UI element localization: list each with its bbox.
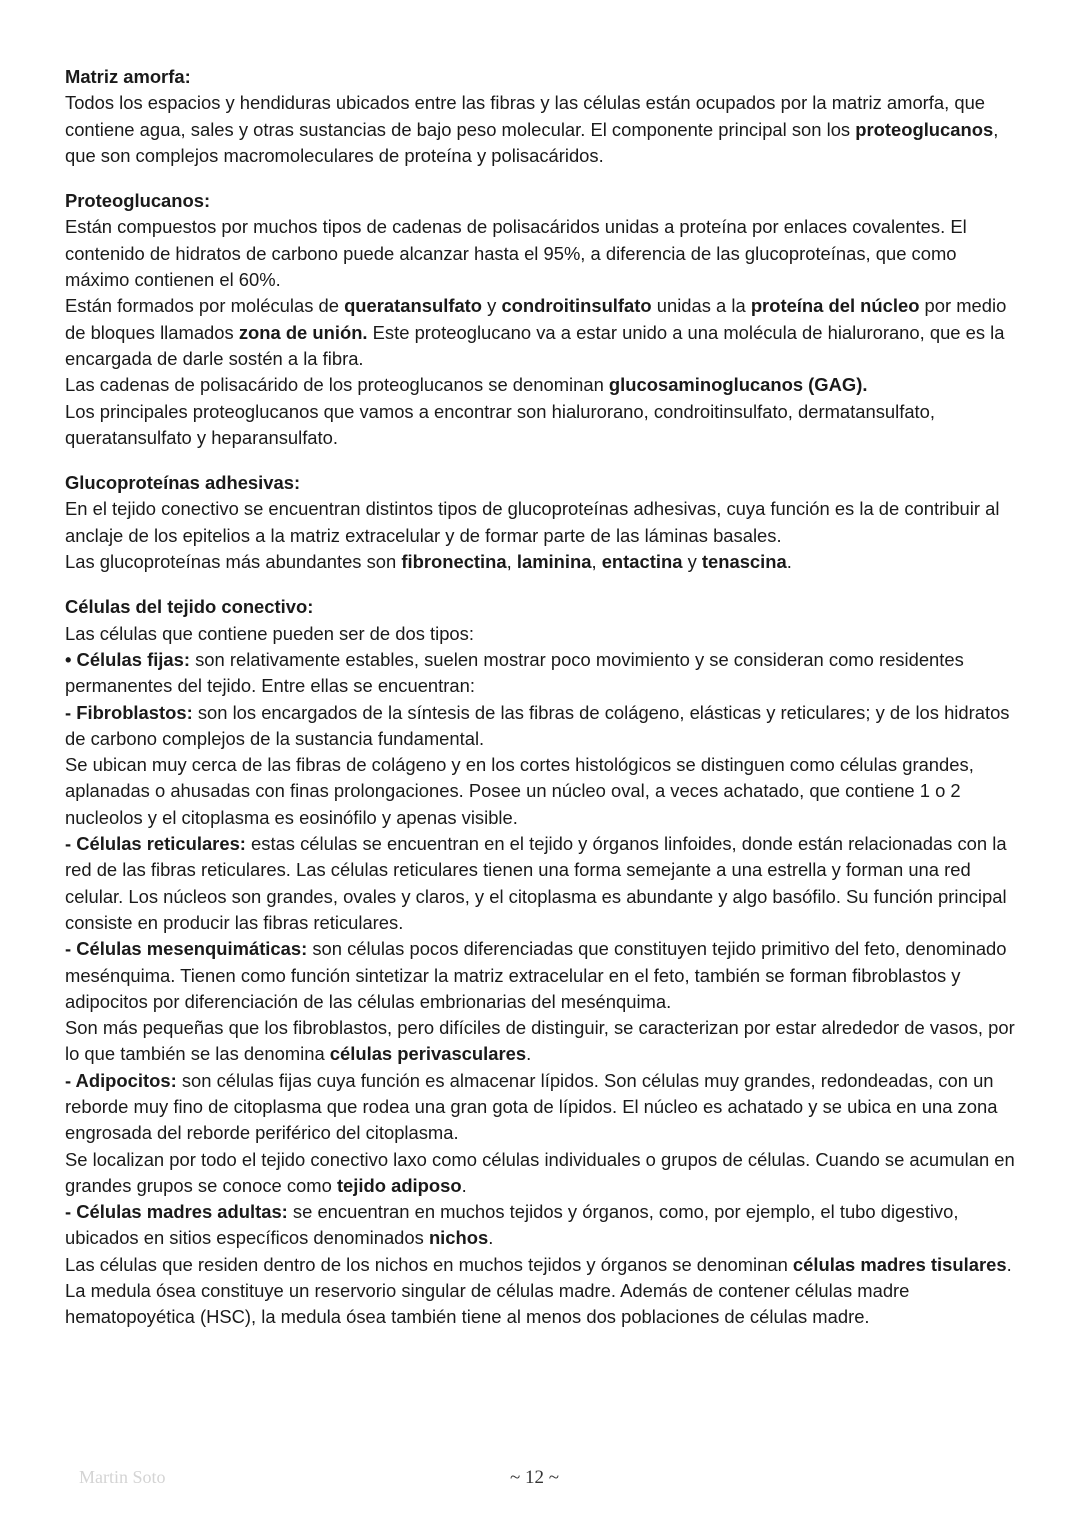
text-run: Están compuestos por muchos tipos de cadenas de polisacáridos unidas a proteína por enlaces covalentes. El contenido de hidratos de carbono puede alcanzar hasta el 95%, a diferencia de las glucoproteínas, que como máximo contienen el 60%. — [65, 216, 967, 291]
text-run: Son más pequeñas que los fibroblastos, pero difíciles de distinguir, se caracterizan por estar alrededor de vasos, por lo que también se las denomina — [65, 1017, 1015, 1065]
paragraph — [65, 936, 1020, 1015]
text-run: Las células que residen dentro de los nichos en muchos tejidos y órganos se denominan — [65, 1253, 793, 1275]
text-run: . — [786, 551, 792, 573]
bold-term: queratansulfato — [344, 295, 483, 317]
text-run: Se localizan por todo el tejido conectivo laxo como células individuales o grupos de células. Cuando se acumulan en grandes grupos se conoce como — [65, 1148, 1015, 1196]
text-run: estas células se encuentran en el tejido y órganos linfoides, donde están relacionadas con la red de las fibras reticulares. Las células reticulares tienen una forma semejante a una estrella y forman una red celular. Los núcleos son grandes, ovales y claros, y el citoplasma es abundante y algo basófilo. Su función principal consiste en producir las fibras reticulares. — [65, 833, 1007, 933]
text-run: La medula ósea constituye un reservorio singular de células madre. Además de contener células madre hematopoyética (HSC), la medula ósea también tiene al menos dos poblaciones de células madre. — [65, 1280, 910, 1328]
bold-term: laminina — [516, 551, 592, 573]
text-run: Las glucoproteínas más abundantes son — [65, 551, 402, 573]
text-run: . — [461, 1174, 467, 1196]
section-celulas-del-tejido-conectivo — [65, 594, 1020, 1330]
bold-term: proteína del núcleo — [750, 295, 920, 317]
paragraph — [65, 214, 1020, 293]
bold-term: células perivasculares — [329, 1043, 527, 1065]
text-run: son células pocos diferenciadas que constituyen tejido primitivo del feto, denominado mesénquima. Tienen como función sintetizar la matriz extracelular en el feto, también se forman fibroblastos y adipocitos por diferenciación de las células embrionarias del mesénquima. — [65, 938, 1007, 1012]
section-glucoproteinas-adhesivas — [65, 470, 1020, 575]
text-run: y — [682, 551, 702, 573]
document-body — [65, 64, 1020, 1350]
bold-term: nichos — [428, 1227, 489, 1249]
bold-term: - Adipocitos: — [65, 1069, 177, 1091]
section-heading: Proteoglucanos: — [65, 190, 211, 212]
text-run: . — [488, 1227, 494, 1249]
bold-term: - Células reticulares: — [65, 833, 246, 855]
bold-term: tejido adiposo — [336, 1174, 462, 1196]
paragraph — [65, 1068, 1020, 1147]
bold-term: - Fibroblastos: — [65, 701, 193, 723]
text-run: por medio de bloques llamados — [65, 295, 1007, 343]
bold-term: fibronectina — [401, 551, 507, 573]
section-heading: Matriz amorfa: — [65, 66, 191, 87]
text-run: son relativamente estables, suelen mostrar poco movimiento y se consideran como residentes permanentes del tejido. Entre ellas se encuentran: — [65, 648, 964, 697]
text-run: son los encargados de la síntesis de las fibras de colágeno, elásticas y reticulares; y de los hidratos de carbono complejos de la sustancia fundamental. — [65, 701, 1010, 749]
paragraph — [65, 90, 1020, 169]
text-run: En el tejido conectivo se encuentran distintos tipos de glucoproteínas adhesivas, cuya función es la de contribuir al anclaje de los epitelios a la matriz extracelular y de formar parte de las láminas basales. — [65, 498, 1000, 546]
paragraph — [65, 496, 1020, 549]
bold-term: proteoglucanos — [855, 118, 994, 140]
bold-term: - Células madres adultas: — [65, 1201, 288, 1223]
text-run: Las células que contiene pueden ser de dos tipos: — [65, 622, 474, 644]
text-run: Las cadenas de polisacárido de los proteoglucanos se denominan — [65, 374, 609, 396]
paragraph — [65, 700, 1020, 753]
text-run: Están formados por moléculas de — [65, 295, 345, 317]
text-run: se encuentran en muchos tejidos y órganos, como, por ejemplo, el tubo digestivo, ubicados en sitios específicos denominados — [65, 1201, 959, 1249]
section-proteoglucanos — [65, 188, 1020, 451]
bold-term: glucosaminoglucanos (GAG). — [608, 374, 868, 396]
bold-term: - Células mesenquimáticas: — [65, 938, 308, 960]
paragraph — [65, 1199, 1020, 1252]
text-run: Este proteoglucano va a estar unido a una molécula de hialurorano, que es la encargada de darle sostén a la fibra. — [65, 321, 1005, 369]
text-run: , — [591, 551, 602, 573]
text-run: y — [482, 295, 502, 317]
footer-author: Martin Soto — [79, 1467, 166, 1487]
paragraph — [65, 293, 1020, 372]
bold-term: entactina — [601, 551, 683, 573]
text-run: , que son complejos macromoleculares de proteína y polisacáridos. — [65, 118, 999, 166]
text-run: Todos los espacios y hendiduras ubicados entre las fibras y las células están ocupados por la matriz amorfa, que contiene agua, sales y otras sustancias de bajo peso molecular. El componente principal son los — [65, 92, 986, 140]
paragraph — [65, 372, 1020, 398]
text-run: Se ubican muy cerca de las fibras de colágeno y en los cortes histológicos se distinguen como células grandes, aplanadas o ahusadas con finas prolongaciones. Posee un núcleo oval, a veces achatado, que contiene 1 o 2 nucleolos y el citoplasma es eosinófilo y apenas visible. — [65, 754, 974, 828]
section-matriz-amorfa — [65, 64, 1020, 169]
paragraph — [65, 1252, 1020, 1278]
section-heading: Glucoproteínas adhesivas: — [65, 472, 301, 494]
paragraph — [65, 1278, 1020, 1331]
text-run: unidas a la — [651, 295, 751, 317]
text-run: Los principales proteoglucanos que vamos a encontrar son hialurorano, condroitinsulfato, dermatansulfato, queratansulfato y heparansulfato. — [65, 400, 935, 448]
paragraph — [65, 399, 1020, 452]
text-run: , — [506, 551, 517, 573]
bold-term: células madres tisulares — [792, 1253, 1007, 1275]
bold-term: condroitinsulfato — [501, 295, 652, 317]
bold-term: tenascina — [701, 551, 787, 573]
paragraph — [65, 621, 1020, 647]
paragraph — [65, 1015, 1020, 1068]
bold-term: zona de unión. — [238, 321, 368, 343]
text-run: . — [1006, 1253, 1012, 1275]
paragraph — [65, 549, 1020, 575]
paragraph — [65, 831, 1020, 936]
paragraph — [65, 647, 1020, 700]
section-heading: Células del tejido conectivo: — [65, 596, 314, 618]
text-run: . — [526, 1043, 532, 1065]
bold-term: • Células fijas: — [65, 648, 190, 670]
paragraph — [65, 1147, 1020, 1200]
text-run: son células fijas cuya función es almacenar lípidos. Son células muy grandes, redondeadas, con un reborde muy fino de citoplasma que rodea una gran gota de lípidos. El núcleo es achatado y se ubica en una zona engrosada del reborde periférico del citoplasma. — [65, 1069, 998, 1144]
page-number: ~ 12 ~ — [510, 1467, 560, 1488]
paragraph — [65, 752, 1020, 831]
